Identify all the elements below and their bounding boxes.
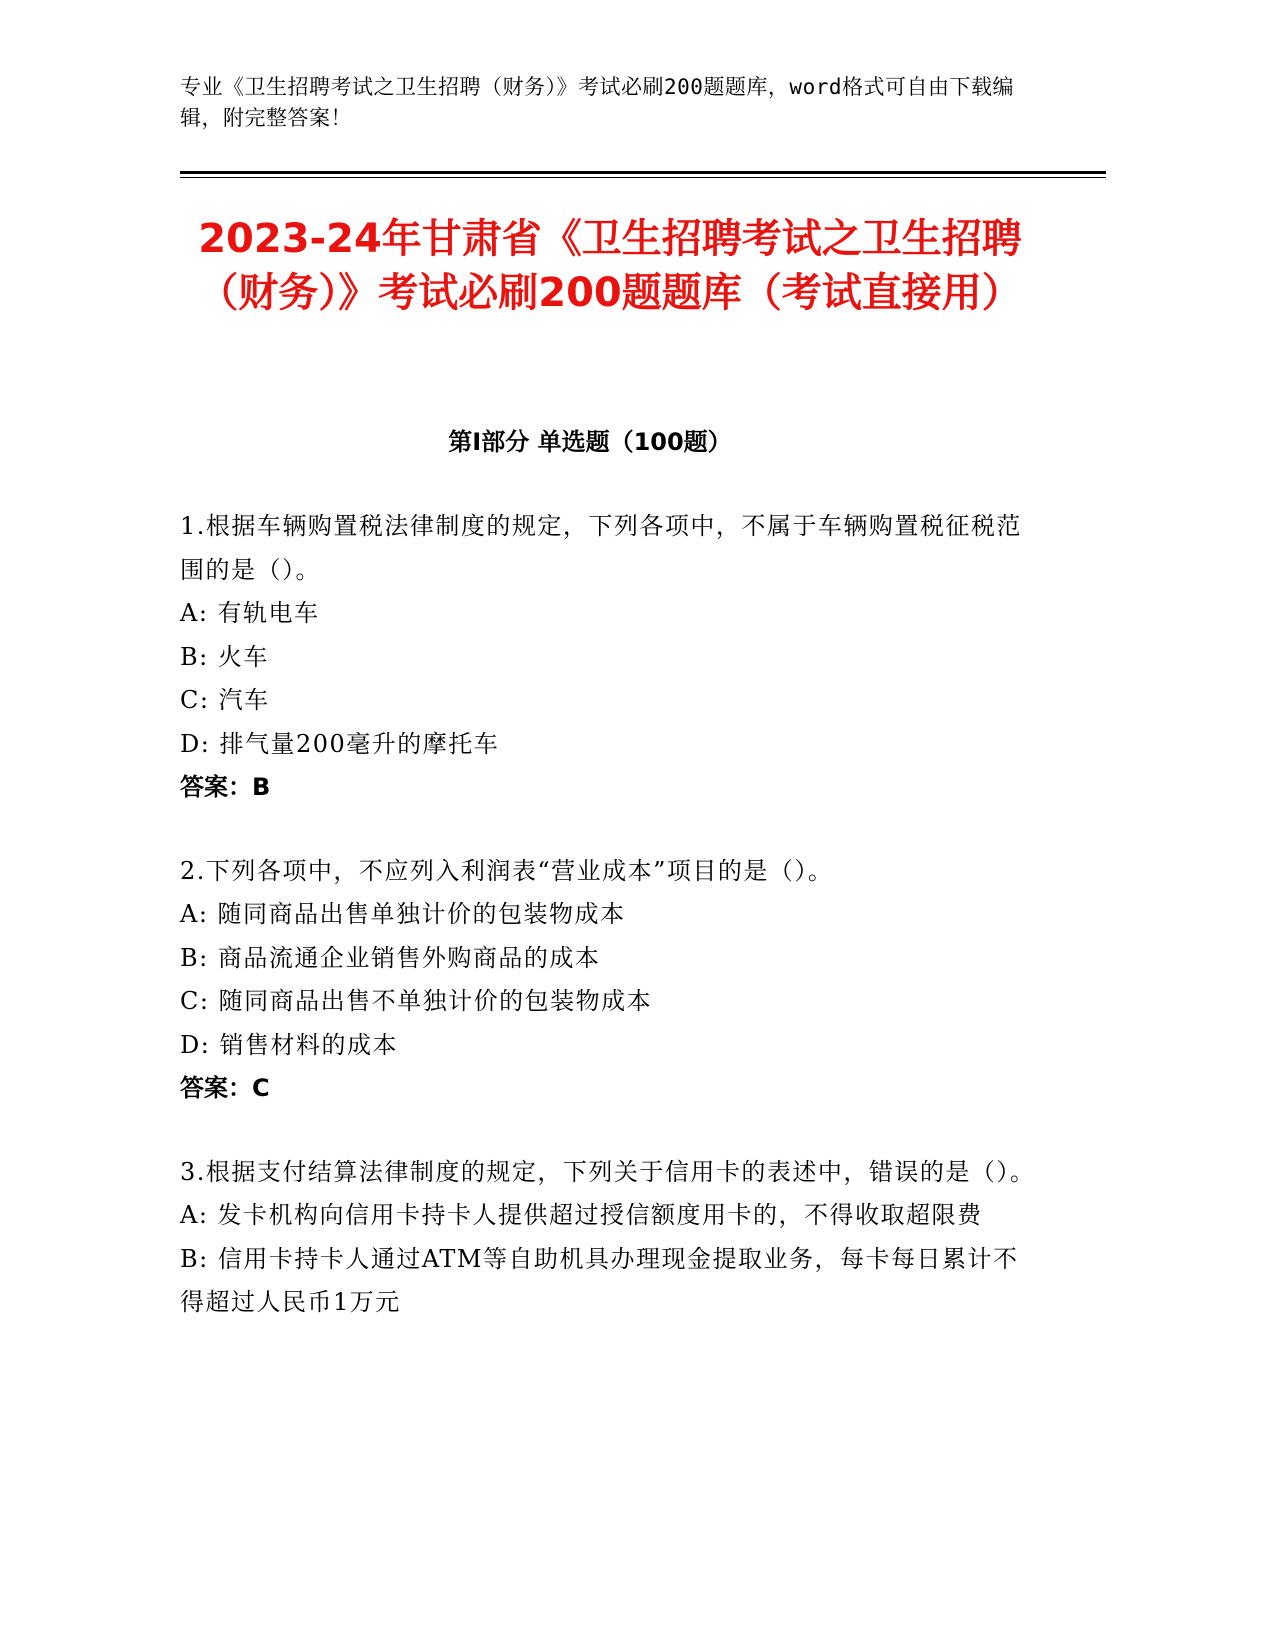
header-rule-thick [180, 171, 1106, 174]
option-a: A: 发卡机构向信用卡持卡人提供超过授信额度用卡的，不得收取超限费 [180, 1201, 983, 1229]
option-a: A: 有轨电车 [180, 599, 320, 627]
option-b: B: 火车 [180, 642, 269, 671]
question-3 [180, 1151, 1040, 1325]
header-rule-thin [180, 177, 1106, 178]
option-c: C: 随同商品出售不单独计价的包装物成本 [180, 987, 653, 1015]
section-title: 第Ⅰ部分 单选题（100题） [448, 428, 732, 456]
option-a: A: 随同商品出售单独计价的包装物成本 [180, 900, 626, 928]
question-1 [180, 505, 1040, 810]
question-text: 1.根据车辆购置税法律制度的规定，下列各项中，不属于车辆购置税征税范围的是（）。 [180, 512, 1022, 584]
answer: 答案：C [180, 1074, 270, 1102]
option-d: D: 排气量200毫升的摩托车 [180, 729, 500, 758]
option-b: B: 商品流通企业销售外购商品的成本 [180, 943, 601, 972]
option-c: C: 汽车 [180, 686, 270, 714]
question-2 [180, 850, 1040, 1111]
question-list [180, 505, 1040, 1365]
document-title: 2023-24年甘肃省《卫生招聘考试之卫生招聘（财务）》考试必刷200题题库（考试直接用） [198, 216, 1022, 316]
option-b: B: 信用卡持卡人通过ATM等自助机具办理现金提取业务，每卡每日累计不得超过人民币1万元 [180, 1244, 1019, 1316]
answer: 答案：B [180, 773, 271, 801]
header-note: 专业《卫生招聘考试之卫生招聘（财务）》考试必刷200题题库，word格式可自由下载编辑，附完整答案！ [180, 75, 1014, 130]
question-text: 2.下列各项中，不应列入利润表“营业成本”项目的是（）。 [180, 856, 834, 885]
question-text: 3.根据支付结算法律制度的规定，下列关于信用卡的表述中，错误的是（）。 [180, 1157, 1036, 1186]
option-d: D: 销售材料的成本 [180, 1030, 398, 1059]
